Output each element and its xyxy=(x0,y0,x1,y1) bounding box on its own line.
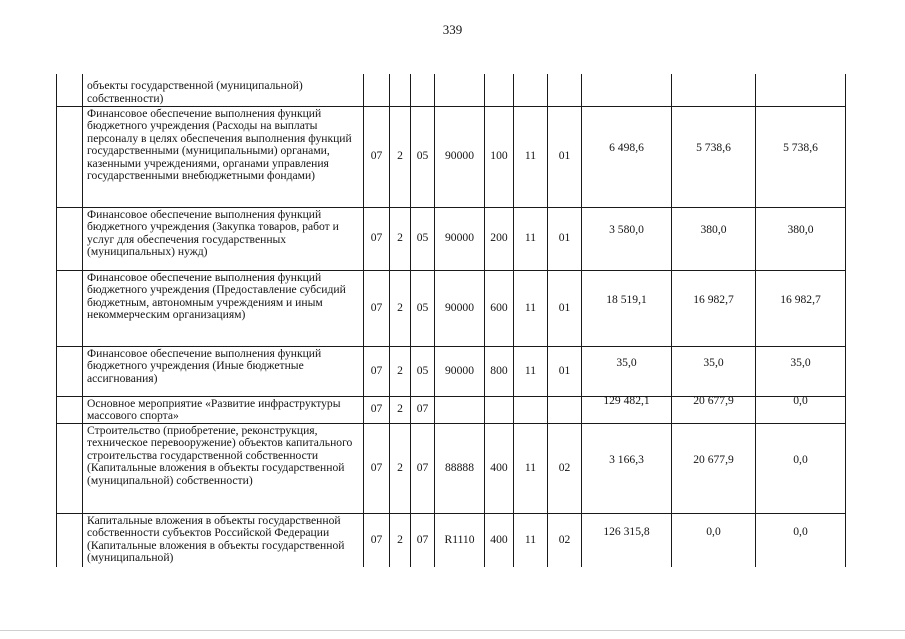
code-b-cell xyxy=(548,74,582,106)
code-vr-cell: 200 xyxy=(485,207,514,270)
budget-table-container xyxy=(56,74,846,567)
code-ved-cell xyxy=(364,74,390,106)
code-rz-cell: 2 xyxy=(390,423,411,513)
amount-year1-cell xyxy=(582,207,672,270)
code-a-cell xyxy=(514,396,548,423)
row-marker-cell xyxy=(57,396,83,423)
amount-year3-cell xyxy=(756,270,846,346)
code-vr-cell: 600 xyxy=(485,270,514,346)
amount-year3-cell xyxy=(756,346,846,396)
amount-year2-value: 0,0 xyxy=(706,525,721,539)
code-pr-cell: 07 xyxy=(411,423,435,513)
row-marker-cell xyxy=(57,423,83,513)
code-ved-cell: 07 xyxy=(364,106,390,207)
code-pr-cell: 07 xyxy=(411,513,435,567)
amount-year1-value: 129 482,1 xyxy=(603,396,650,408)
item-name-cell: Финансовое обеспечение выполнения функций бюджетного учреждения (Иные бюджетные ассигнования) xyxy=(83,346,364,396)
amount-year2-cell xyxy=(672,207,756,270)
page-number: 339 xyxy=(442,22,463,37)
amount-year2-cell xyxy=(672,106,756,207)
amount-year1-cell xyxy=(582,346,672,396)
code-pr-cell: 07 xyxy=(411,396,435,423)
code-rz-cell: 2 xyxy=(390,270,411,346)
code-a-cell xyxy=(514,74,548,106)
item-name-cell: Капитальные вложения в объекты государственной собственности субъектов Российской Федерации (Капитальные вложения в объекты государственной (муниципальной) xyxy=(83,513,364,567)
amount-year1-cell xyxy=(582,106,672,207)
item-name-cell: Основное мероприятие «Развитие инфраструктуры массового спорта» xyxy=(83,396,364,423)
code-csr-cell: 90000 xyxy=(435,106,485,207)
page-bottom-divider xyxy=(0,630,905,631)
amount-year1-cell xyxy=(582,513,672,567)
amount-year2-cell xyxy=(672,513,756,567)
amount-year3-value: 35,0 xyxy=(790,355,811,369)
code-a-cell: 11 xyxy=(514,423,548,513)
amount-year2-value: 20 677,9 xyxy=(693,452,734,466)
table-row xyxy=(57,423,846,513)
amount-year1-cell xyxy=(582,396,672,423)
code-rz-cell: 2 xyxy=(390,106,411,207)
code-csr-cell: 90000 xyxy=(435,270,485,346)
table-row xyxy=(57,207,846,270)
amount-year2-value: 380,0 xyxy=(700,223,727,237)
code-a-cell: 11 xyxy=(514,346,548,396)
code-ved-cell: 07 xyxy=(364,270,390,346)
code-csr-cell xyxy=(435,74,485,106)
amount-year1-value: 126 315,8 xyxy=(603,525,650,539)
amount-year3-value: 16 982,7 xyxy=(780,292,821,306)
amount-year1-value: 3 166,3 xyxy=(609,452,644,466)
item-name-cell: объекты государственной (муниципальной) собственности) xyxy=(83,74,364,106)
amount-year3-cell xyxy=(756,513,846,567)
amount-year3-cell xyxy=(756,106,846,207)
code-rz-cell: 2 xyxy=(390,346,411,396)
code-csr-cell: 90000 xyxy=(435,346,485,396)
code-a-cell: 11 xyxy=(514,106,548,207)
code-pr-cell xyxy=(411,74,435,106)
code-csr-cell: R1110 xyxy=(435,513,485,567)
code-ved-cell: 07 xyxy=(364,423,390,513)
code-b-cell: 01 xyxy=(548,270,582,346)
code-rz-cell: 2 xyxy=(390,207,411,270)
amount-year3-cell xyxy=(756,396,846,423)
code-pr-cell: 05 xyxy=(411,106,435,207)
amount-year3-value: 0,0 xyxy=(793,396,808,408)
code-vr-cell: 100 xyxy=(485,106,514,207)
amount-year2-cell xyxy=(672,346,756,396)
row-marker-cell xyxy=(57,513,83,567)
row-marker-cell xyxy=(57,74,83,106)
budget-table xyxy=(56,74,846,567)
code-b-cell: 02 xyxy=(548,423,582,513)
amount-year2-cell xyxy=(672,74,756,106)
item-name-cell: Финансовое обеспечение выполнения функций бюджетного учреждения (Закупка товаров, работ и услуг для обеспечения государственных (муниципальных) нужд) xyxy=(83,207,364,270)
table-row xyxy=(57,270,846,346)
code-b-cell: 01 xyxy=(548,207,582,270)
amount-year1-cell xyxy=(582,423,672,513)
amount-year3-value: 5 738,6 xyxy=(783,141,818,155)
table-row xyxy=(57,396,846,423)
row-marker-cell xyxy=(57,346,83,396)
code-ved-cell: 07 xyxy=(364,513,390,567)
code-ved-cell: 07 xyxy=(364,346,390,396)
amount-year3-cell xyxy=(756,74,846,106)
code-rz-cell xyxy=(390,74,411,106)
table-row xyxy=(57,513,846,567)
code-a-cell: 11 xyxy=(514,207,548,270)
amount-year3-value: 0,0 xyxy=(793,452,808,466)
code-b-cell: 01 xyxy=(548,106,582,207)
code-vr-cell: 800 xyxy=(485,346,514,396)
code-vr-cell xyxy=(485,396,514,423)
code-b-cell: 02 xyxy=(548,513,582,567)
budget-table-body xyxy=(57,74,846,567)
amount-year3-value: 380,0 xyxy=(787,223,814,237)
item-name-cell: Строительство (приобретение, реконструкция, техническое перевооружение) объектов капитального строительства государственной собственности (Капитальные вложения в объекты государственной (муниципальной) собственности) xyxy=(83,423,364,513)
amount-year2-value: 16 982,7 xyxy=(693,292,734,306)
code-a-cell: 11 xyxy=(514,270,548,346)
code-vr-cell: 400 xyxy=(485,513,514,567)
amount-year1-value: 6 498,6 xyxy=(609,141,644,155)
amount-year2-value: 5 738,6 xyxy=(696,141,731,155)
item-name-cell: Финансовое обеспечение выполнения функций бюджетного учреждения (Предоставление субсидий бюджетным, автономным учреждениям и иным некоммерческим организациям) xyxy=(83,270,364,346)
code-a-cell: 11 xyxy=(514,513,548,567)
amount-year1-value: 35,0 xyxy=(616,355,637,369)
item-name-cell: Финансовое обеспечение выполнения функций бюджетного учреждения (Расходы на выплаты персоналу в целях обеспечения выполнения функций государственными (муниципальными) органами, казенными учреждениями, органами управления государственными внебюджетными фондами) xyxy=(83,106,364,207)
code-rz-cell: 2 xyxy=(390,396,411,423)
code-csr-cell xyxy=(435,396,485,423)
amount-year2-cell xyxy=(672,423,756,513)
code-b-cell xyxy=(548,396,582,423)
amount-year2-cell xyxy=(672,270,756,346)
code-vr-cell xyxy=(485,74,514,106)
amount-year1-cell xyxy=(582,74,672,106)
code-pr-cell: 05 xyxy=(411,270,435,346)
amount-year3-cell xyxy=(756,423,846,513)
code-vr-cell: 400 xyxy=(485,423,514,513)
row-marker-cell xyxy=(57,270,83,346)
code-ved-cell: 07 xyxy=(364,396,390,423)
code-b-cell: 01 xyxy=(548,346,582,396)
code-csr-cell: 88888 xyxy=(435,423,485,513)
amount-year2-cell xyxy=(672,396,756,423)
code-rz-cell: 2 xyxy=(390,513,411,567)
table-row xyxy=(57,106,846,207)
code-ved-cell: 07 xyxy=(364,207,390,270)
amount-year2-value: 20 677,9 xyxy=(693,396,734,408)
code-pr-cell: 05 xyxy=(411,346,435,396)
code-pr-cell: 05 xyxy=(411,207,435,270)
code-csr-cell: 90000 xyxy=(435,207,485,270)
amount-year3-value: 0,0 xyxy=(793,525,808,539)
row-marker-cell xyxy=(57,106,83,207)
table-row xyxy=(57,346,846,396)
amount-year1-value: 18 519,1 xyxy=(606,292,647,306)
amount-year3-cell xyxy=(756,207,846,270)
row-marker-cell xyxy=(57,207,83,270)
table-row xyxy=(57,74,846,106)
amount-year1-cell xyxy=(582,270,672,346)
amount-year1-value: 3 580,0 xyxy=(609,223,644,237)
amount-year2-value: 35,0 xyxy=(703,355,724,369)
